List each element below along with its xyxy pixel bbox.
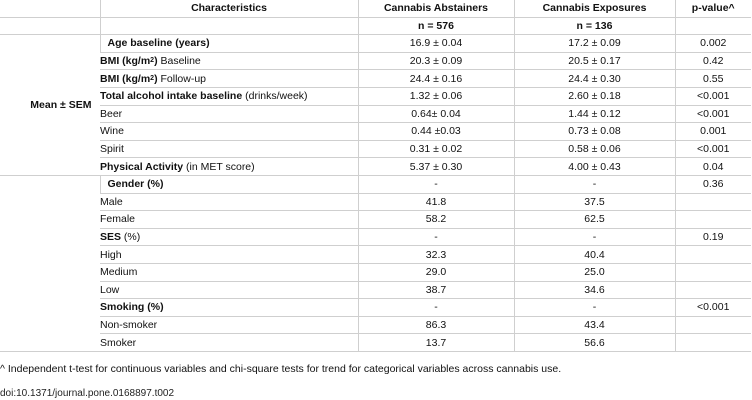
table-row bbox=[0, 123, 751, 141]
characteristic-bold-close: ) bbox=[154, 72, 158, 85]
characteristic-bold: Physical Activity bbox=[100, 160, 184, 173]
characteristic-text: High bbox=[100, 248, 122, 261]
p-value bbox=[675, 334, 751, 352]
characteristic-cell bbox=[100, 228, 358, 246]
p-value: 0.002 bbox=[675, 35, 751, 53]
characteristic-cell bbox=[100, 334, 358, 352]
n-empty bbox=[0, 17, 100, 35]
p-value: 0.19 bbox=[675, 228, 751, 246]
table-row bbox=[0, 70, 751, 88]
table-row bbox=[0, 299, 751, 317]
characteristic-cell bbox=[100, 140, 358, 158]
abstainers-value: 13.7 bbox=[358, 334, 514, 352]
characteristic-cell bbox=[100, 158, 358, 176]
header-characteristics: Characteristics bbox=[100, 0, 358, 17]
abstainers-value: - bbox=[358, 175, 514, 193]
abstainers-value: 24.4 ± 0.16 bbox=[358, 70, 514, 88]
abstainers-value: 29.0 bbox=[358, 263, 514, 281]
superscript: 2 bbox=[150, 74, 155, 82]
exposures-value: - bbox=[514, 228, 675, 246]
table-row bbox=[0, 211, 751, 229]
abstainers-value: 0.44 ±0.03 bbox=[358, 123, 514, 141]
exposures-value: 25.0 bbox=[514, 263, 675, 281]
characteristic-bold: SES bbox=[100, 231, 122, 244]
table-row bbox=[0, 281, 751, 299]
table-row bbox=[0, 140, 751, 158]
header-empty bbox=[0, 0, 100, 17]
table-n-row bbox=[0, 17, 751, 35]
characteristic-cell bbox=[100, 35, 358, 53]
group-label-mean-sem: Mean ± SEM bbox=[0, 35, 100, 176]
exposures-value: 20.5 ± 0.17 bbox=[514, 52, 675, 70]
exposures-value: 2.60 ± 0.18 bbox=[514, 87, 675, 105]
exposures-value: 40.4 bbox=[514, 246, 675, 264]
p-value: <0.001 bbox=[675, 299, 751, 317]
characteristic-bold: BMI (kg/m bbox=[100, 55, 151, 68]
exposures-value: 17.2 ± 0.09 bbox=[514, 35, 675, 53]
abstainers-value: 41.8 bbox=[358, 193, 514, 211]
characteristic-cell bbox=[100, 281, 358, 299]
abstainers-value: - bbox=[358, 228, 514, 246]
p-value bbox=[675, 246, 751, 264]
table-row bbox=[0, 316, 751, 334]
characteristic-text: Low bbox=[100, 283, 120, 296]
exposures-value: 56.6 bbox=[514, 334, 675, 352]
characteristic-cell bbox=[100, 211, 358, 229]
table-row bbox=[0, 228, 751, 246]
abstainers-value: 16.9 ± 0.04 bbox=[358, 35, 514, 53]
characteristic-bold: Gender (%) bbox=[107, 178, 164, 191]
exposures-value: 4.00 ± 0.43 bbox=[514, 158, 675, 176]
header-pvalue: p-value^ bbox=[675, 0, 751, 17]
p-value bbox=[675, 316, 751, 334]
abstainers-value: 38.7 bbox=[358, 281, 514, 299]
characteristic-cell bbox=[100, 263, 358, 281]
characteristic-bold: Age baseline (years) bbox=[107, 37, 210, 50]
table-row bbox=[0, 193, 751, 211]
abstainers-value: 1.32 ± 0.06 bbox=[358, 87, 514, 105]
p-value: 0.55 bbox=[675, 70, 751, 88]
characteristic-text: Baseline bbox=[157, 55, 201, 68]
exposures-value: 62.5 bbox=[514, 211, 675, 229]
p-value bbox=[675, 281, 751, 299]
abstainers-value: 0.31 ± 0.02 bbox=[358, 140, 514, 158]
characteristic-cell bbox=[100, 175, 358, 193]
characteristic-text: (drinks/week) bbox=[242, 90, 308, 103]
characteristic-cell bbox=[100, 105, 358, 123]
exposures-value: 1.44 ± 0.12 bbox=[514, 105, 675, 123]
abstainers-value: 86.3 bbox=[358, 316, 514, 334]
characteristic-text: Spirit bbox=[100, 143, 124, 156]
characteristic-text: Smoker bbox=[100, 336, 137, 349]
characteristic-text: (%) bbox=[121, 231, 141, 244]
characteristic-cell bbox=[100, 299, 358, 317]
table-row bbox=[0, 158, 751, 176]
p-value: 0.001 bbox=[675, 123, 751, 141]
exposures-value: 37.5 bbox=[514, 193, 675, 211]
n-empty-p bbox=[675, 17, 751, 35]
characteristic-text: (in MET score) bbox=[183, 160, 255, 173]
characteristic-text: Beer bbox=[100, 107, 123, 120]
characteristic-text: Medium bbox=[100, 266, 138, 279]
table-header-row bbox=[0, 0, 751, 17]
table-row bbox=[0, 87, 751, 105]
exposures-value: 34.6 bbox=[514, 281, 675, 299]
characteristic-bold: BMI (kg/m bbox=[100, 72, 151, 85]
abstainers-value: 20.3 ± 0.09 bbox=[358, 52, 514, 70]
table-row bbox=[0, 175, 751, 193]
characteristic-cell bbox=[100, 246, 358, 264]
characteristic-bold-close: ) bbox=[154, 55, 158, 68]
characteristic-text: Non-smoker bbox=[100, 318, 158, 331]
abstainers-value: 32.3 bbox=[358, 246, 514, 264]
exposures-value: 0.73 ± 0.08 bbox=[514, 123, 675, 141]
table-row bbox=[0, 35, 751, 53]
superscript: 2 bbox=[150, 56, 155, 64]
doi-text: doi:10.1371/journal.pone.0168897.t002 bbox=[0, 388, 175, 399]
characteristic-cell bbox=[100, 193, 358, 211]
p-value: 0.04 bbox=[675, 158, 751, 176]
characteristic-cell bbox=[100, 123, 358, 141]
header-abstainers: Cannabis Abstainers bbox=[358, 0, 514, 17]
table-row bbox=[0, 105, 751, 123]
characteristic-text: Male bbox=[100, 195, 123, 208]
characteristic-text: Wine bbox=[100, 125, 124, 138]
p-value: <0.001 bbox=[675, 105, 751, 123]
abstainers-value: 5.37 ± 0.30 bbox=[358, 158, 514, 176]
n-abstainers: n = 576 bbox=[358, 17, 514, 35]
characteristic-text: Female bbox=[100, 213, 136, 226]
abstainers-value: 58.2 bbox=[358, 211, 514, 229]
characteristic-bold: Total alcohol intake baseline bbox=[100, 90, 243, 103]
group-label-empty bbox=[0, 175, 100, 351]
abstainers-value: 0.64± 0.04 bbox=[358, 105, 514, 123]
exposures-value: 43.4 bbox=[514, 316, 675, 334]
table-row bbox=[0, 334, 751, 352]
characteristic-cell bbox=[100, 52, 358, 70]
exposures-value: 24.4 ± 0.30 bbox=[514, 70, 675, 88]
p-value: 0.36 bbox=[675, 175, 751, 193]
exposures-value: 0.58 ± 0.06 bbox=[514, 140, 675, 158]
p-value bbox=[675, 263, 751, 281]
characteristic-text: Follow-up bbox=[157, 72, 207, 85]
header-exposures: Cannabis Exposures bbox=[514, 0, 675, 17]
p-value: 0.42 bbox=[675, 52, 751, 70]
exposures-value: - bbox=[514, 175, 675, 193]
characteristic-bold: Smoking (%) bbox=[100, 301, 164, 314]
p-value bbox=[675, 193, 751, 211]
n-empty-char bbox=[100, 17, 358, 35]
p-value: <0.001 bbox=[675, 87, 751, 105]
n-exposures: n = 136 bbox=[514, 17, 675, 35]
p-value: <0.001 bbox=[675, 140, 751, 158]
characteristic-cell bbox=[100, 87, 358, 105]
characteristic-cell bbox=[100, 70, 358, 88]
exposures-value: - bbox=[514, 299, 675, 317]
table-row bbox=[0, 246, 751, 264]
characteristic-cell bbox=[100, 316, 358, 334]
abstainers-value: - bbox=[358, 299, 514, 317]
table-row bbox=[0, 263, 751, 281]
p-value bbox=[675, 211, 751, 229]
table-footnote: ^ Independent t-test for continuous variables and chi-square tests for trend for categorical variables across cannabis use. bbox=[0, 363, 562, 375]
table-row bbox=[0, 52, 751, 70]
